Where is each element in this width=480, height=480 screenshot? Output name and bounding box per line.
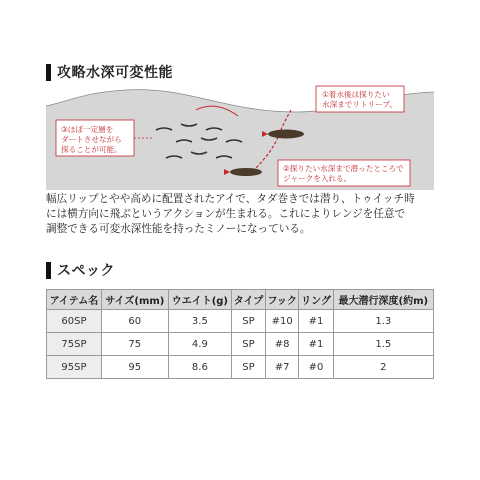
description-line: には横方向に飛ぶというアクションが生まれる。これによりレンジを任意で xyxy=(46,208,406,220)
description-line: 調整できる可変水深性能を持ったミノーになっている。 xyxy=(46,223,311,235)
heading-bar xyxy=(46,64,51,81)
callout-1-line1: ①着水後は探りたい xyxy=(322,90,390,99)
callout-2-line2: ジャークを入れる。 xyxy=(283,174,352,183)
item-name: 75SP xyxy=(47,333,102,356)
callout-1-line2: 水深までリトリーブ。 xyxy=(322,100,397,109)
table-cell: SP xyxy=(232,310,266,333)
table-cell: #0 xyxy=(299,356,333,379)
col-header: フック xyxy=(265,290,299,310)
table-cell: #8 xyxy=(265,333,299,356)
table-cell: 3.5 xyxy=(168,310,231,333)
section-heading-depth xyxy=(46,62,173,82)
section-title: 攻略水深可変性能 xyxy=(57,65,173,81)
callout-3-line2: ダートさせながら xyxy=(61,135,122,144)
col-header: ウエイト(g) xyxy=(168,290,231,310)
item-name: 60SP xyxy=(47,310,102,333)
table-cell: 60 xyxy=(101,310,168,333)
item-name: 95SP xyxy=(47,356,102,379)
col-header: 最大潜行深度(約m) xyxy=(333,290,433,310)
table-cell: SP xyxy=(232,356,266,379)
table-row xyxy=(47,356,434,379)
table-cell: #1 xyxy=(299,333,333,356)
col-header: サイズ(mm) xyxy=(101,290,168,310)
section-title: スペック xyxy=(57,263,115,279)
table-cell: #1 xyxy=(299,310,333,333)
callout-3-line1: ③ほぼ一定層を xyxy=(61,125,114,134)
table-cell: 75 xyxy=(101,333,168,356)
table-cell: #7 xyxy=(265,356,299,379)
table-cell: SP xyxy=(232,333,266,356)
callout-3-line3: 探ることが可能。 xyxy=(61,145,122,154)
col-header: タイプ xyxy=(232,290,266,310)
callout-2 xyxy=(278,160,410,186)
table-cell: 95 xyxy=(101,356,168,379)
description xyxy=(46,192,436,237)
callout-2-line1: ②探りたい水深まで潜ったところで xyxy=(283,164,404,173)
col-header: リング xyxy=(299,290,333,310)
col-header: アイテム名 xyxy=(47,290,102,310)
table-row xyxy=(47,333,434,356)
table-cell: 2 xyxy=(333,356,433,379)
table-cell: 1.3 xyxy=(333,310,433,333)
depth-diagram xyxy=(46,82,434,190)
table-cell: 4.9 xyxy=(168,333,231,356)
section-heading-spec xyxy=(46,260,115,280)
table-cell: #10 xyxy=(265,310,299,333)
table-cell: 1.5 xyxy=(333,333,433,356)
table-cell: 8.6 xyxy=(168,356,231,379)
description-line: 幅広リップとやや高めに配置されたアイで、タダ巻きでは潜り、トゥイッチ時 xyxy=(46,193,415,205)
heading-bar xyxy=(46,262,51,279)
table-header-row xyxy=(47,290,434,310)
callout-1 xyxy=(316,86,404,112)
table-row xyxy=(47,310,434,333)
callout-3 xyxy=(56,120,134,156)
spec-table xyxy=(46,289,434,379)
